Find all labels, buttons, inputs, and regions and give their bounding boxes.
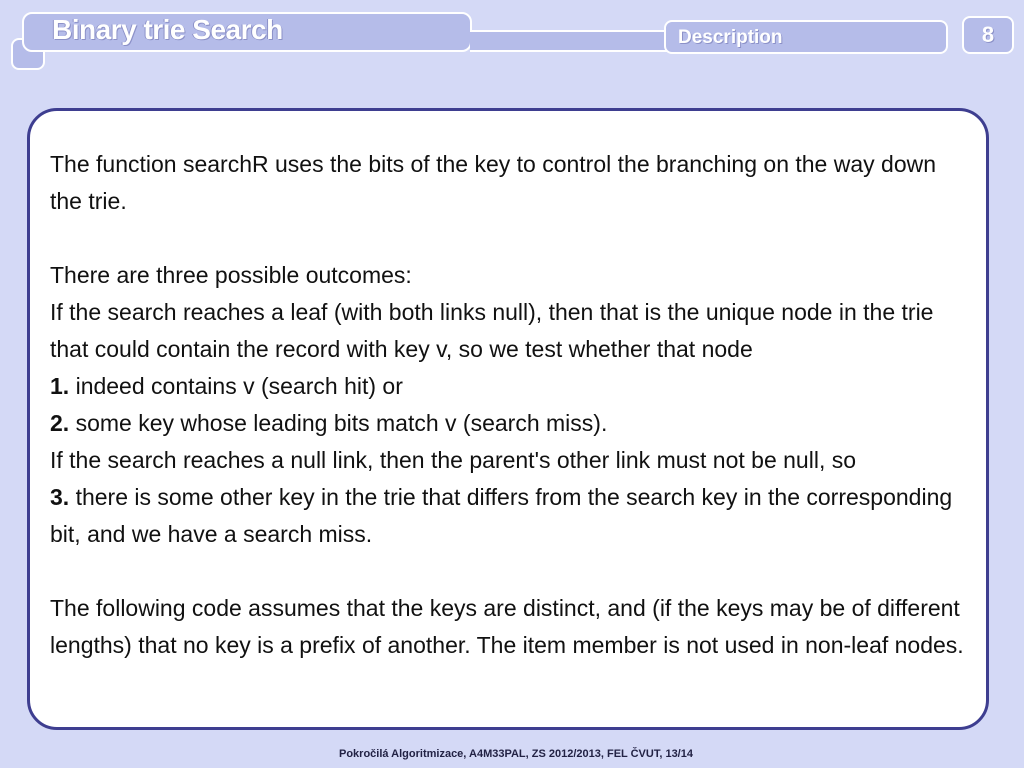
outcome-1-text: indeed contains v (search hit) or <box>69 373 403 399</box>
outcome-3-text: there is some other key in the trie that differs from the search key in the corresponding bit, and we have a search miss. <box>50 484 953 547</box>
section-label: Description <box>678 27 783 48</box>
slide-content <box>50 146 970 664</box>
outcome-1 <box>50 368 970 405</box>
spacer <box>50 220 970 257</box>
outcome-2-number: 2. <box>50 410 70 436</box>
header-connector <box>470 30 670 52</box>
outcomes-intro: There are three possible outcomes: <box>50 262 412 288</box>
outcome-3 <box>50 479 970 553</box>
leaf-condition: If the search reaches a leaf (with both links null), then that is the unique node in the trie that could contain the record with key v, so we test whether that node <box>50 299 934 362</box>
paragraph-code-assumptions: The following code assumes that the keys are distinct, and (if the keys may be of different lengths) that no key is a prefix of another. The item member is not used in non-leaf nodes. <box>50 595 964 658</box>
outcome-2 <box>50 405 970 442</box>
outcome-1-number: 1. <box>50 373 70 399</box>
null-link-condition: If the search reaches a null link, then the parent's other link must not be null, so <box>50 447 857 473</box>
slide-footer: Pokročilá Algoritmizace, A4M33PAL, ZS 2012/2013, FEL ČVUT, 13/14 <box>339 748 693 760</box>
outcome-3-number: 3. <box>50 484 70 510</box>
slide-title: Binary trie Search <box>52 14 283 45</box>
paragraph-searchr: The function searchR uses the bits of the key to control the branching on the way down the trie. <box>50 151 937 214</box>
page-number: 8 <box>981 22 995 47</box>
outcome-2-text: some key whose leading bits match v (search miss). <box>69 410 608 436</box>
spacer <box>50 553 970 590</box>
